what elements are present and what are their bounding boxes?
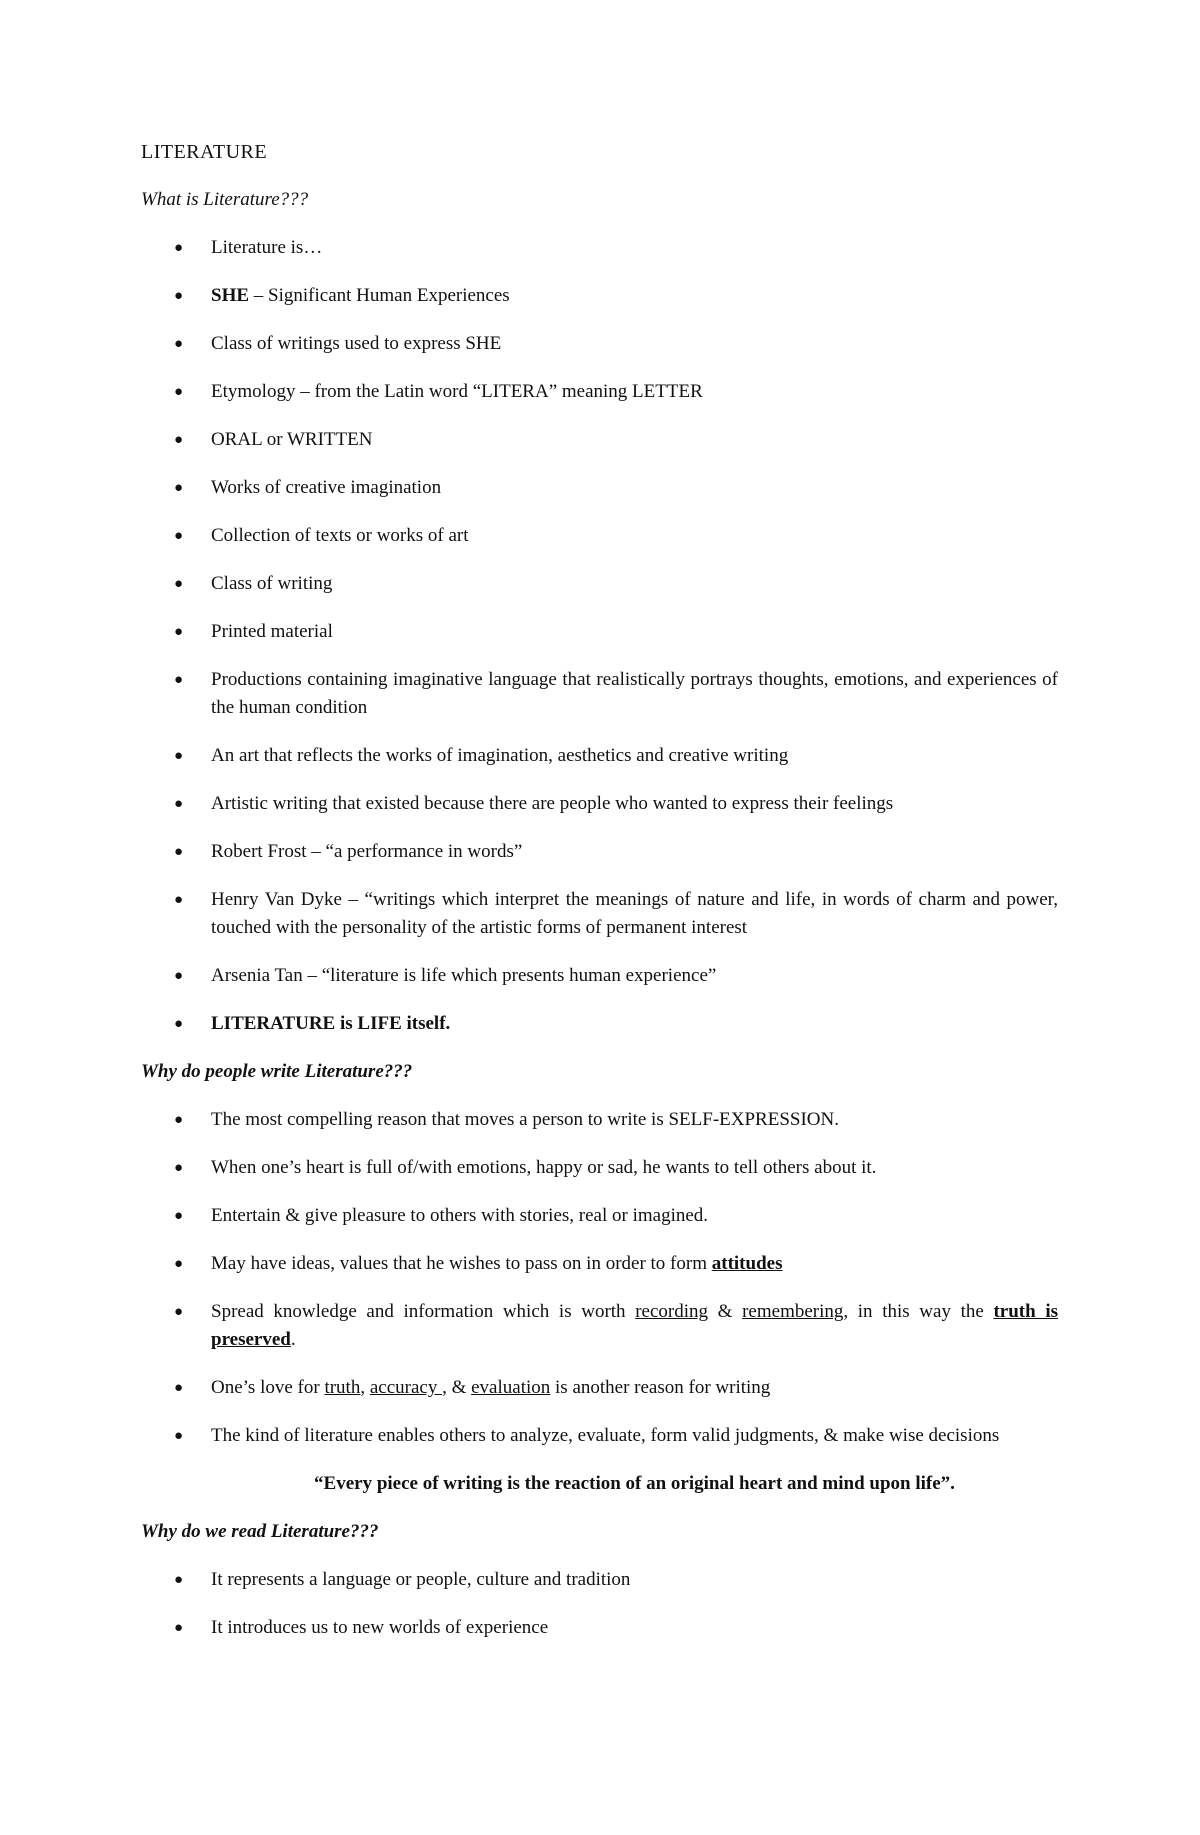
section-heading-what-is-literature: What is Literature??? [141,189,309,210]
list-item: ● Works of creative imagination [141,474,1058,502]
list-item: ● May have ideas, values that he wishes to pass on in order to form attitudes [141,1250,1058,1278]
bullet-icon: ● [174,1620,184,1636]
list-item: ● Henry Van Dyke – “writings which interpret the meanings of nature and life, in words of charm and power, touched with the personality of the artistic forms of permanent interest [141,886,1058,942]
list-item: ● Arsenia Tan – “literature is life which presents human experience” [141,962,1058,990]
bullet-icon: ● [174,336,184,352]
list-item: ● It introduces us to new worlds of experience [141,1614,1058,1642]
list-item: ● Artistic writing that existed because there are people who wanted to express their feelings [141,790,1058,818]
bullet-icon: ● [174,1160,184,1176]
bullet-icon: ● [174,1304,184,1320]
list-item: ● One’s love for truth, accuracy , & evaluation is another reason for writing [141,1374,1058,1402]
list-item: ● Entertain & give pleasure to others with stories, real or imagined. [141,1202,1058,1230]
bullet-icon: ● [174,1016,184,1032]
bullet-list-what-is-literature [141,234,1058,1038]
bullet-icon: ● [174,480,184,496]
list-item: ● ORAL or WRITTEN [141,426,1058,454]
bullet-icon: ● [174,796,184,812]
list-item: ● The kind of literature enables others to analyze, evaluate, form valid judgments, & make wise decisions [141,1422,1058,1450]
list-item: ● SHE – Significant Human Experiences [141,282,1058,310]
bullet-icon: ● [174,1572,184,1588]
bullet-list-why-write [141,1106,1058,1450]
bullet-list-why-read [141,1566,1058,1642]
list-item: ● Printed material [141,618,1058,646]
bullet-icon: ● [174,748,184,764]
list-item: ● Etymology – from the Latin word “LITERA” meaning LETTER [141,378,1058,406]
document-page [141,138,1058,1662]
bullet-icon: ● [174,844,184,860]
bullet-icon: ● [174,432,184,448]
section-heading-why-read: Why do we read Literature??? [141,1521,379,1542]
list-item: ● Class of writing [141,570,1058,598]
list-item: ● Spread knowledge and information which is worth recording & remembering, in this way the truth is preserved. [141,1298,1058,1354]
bullet-icon: ● [174,1112,184,1128]
list-item: ● Productions containing imaginative language that realistically portrays thoughts, emotions, and experiences of the human condition [141,666,1058,722]
list-item: ● The most compelling reason that moves a person to write is SELF-EXPRESSION. [141,1106,1058,1134]
list-item: ● LITERATURE is LIFE itself. [141,1010,1058,1038]
bullet-icon: ● [174,288,184,304]
bullet-icon: ● [174,576,184,592]
bullet-icon: ● [174,1428,184,1444]
list-item: ● Robert Frost – “a performance in words” [141,838,1058,866]
list-item: ● Class of writings used to express SHE [141,330,1058,358]
bullet-icon: ● [174,384,184,400]
bullet-icon: ● [174,624,184,640]
list-item: ● When one’s heart is full of/with emotions, happy or sad, he wants to tell others about it. [141,1154,1058,1182]
list-item: ● Literature is… [141,234,1058,262]
bullet-icon: ● [174,240,184,256]
bullet-icon: ● [174,672,184,688]
section-heading-why-write: Why do people write Literature??? [141,1061,413,1082]
list-item: ● It represents a language or people, culture and tradition [141,1566,1058,1594]
bullet-icon: ● [174,528,184,544]
document-title: LITERATURE [141,141,268,163]
bullet-icon: ● [174,892,184,908]
bullet-icon: ● [174,1380,184,1396]
list-item: ● An art that reflects the works of imagination, aesthetics and creative writing [141,742,1058,770]
bullet-icon: ● [174,968,184,984]
bullet-icon: ● [174,1256,184,1272]
list-item: ● Collection of texts or works of art [141,522,1058,550]
quote-text: “Every piece of writing is the reaction of an original heart and mind upon life”. [314,1473,955,1494]
bullet-icon: ● [174,1208,184,1224]
